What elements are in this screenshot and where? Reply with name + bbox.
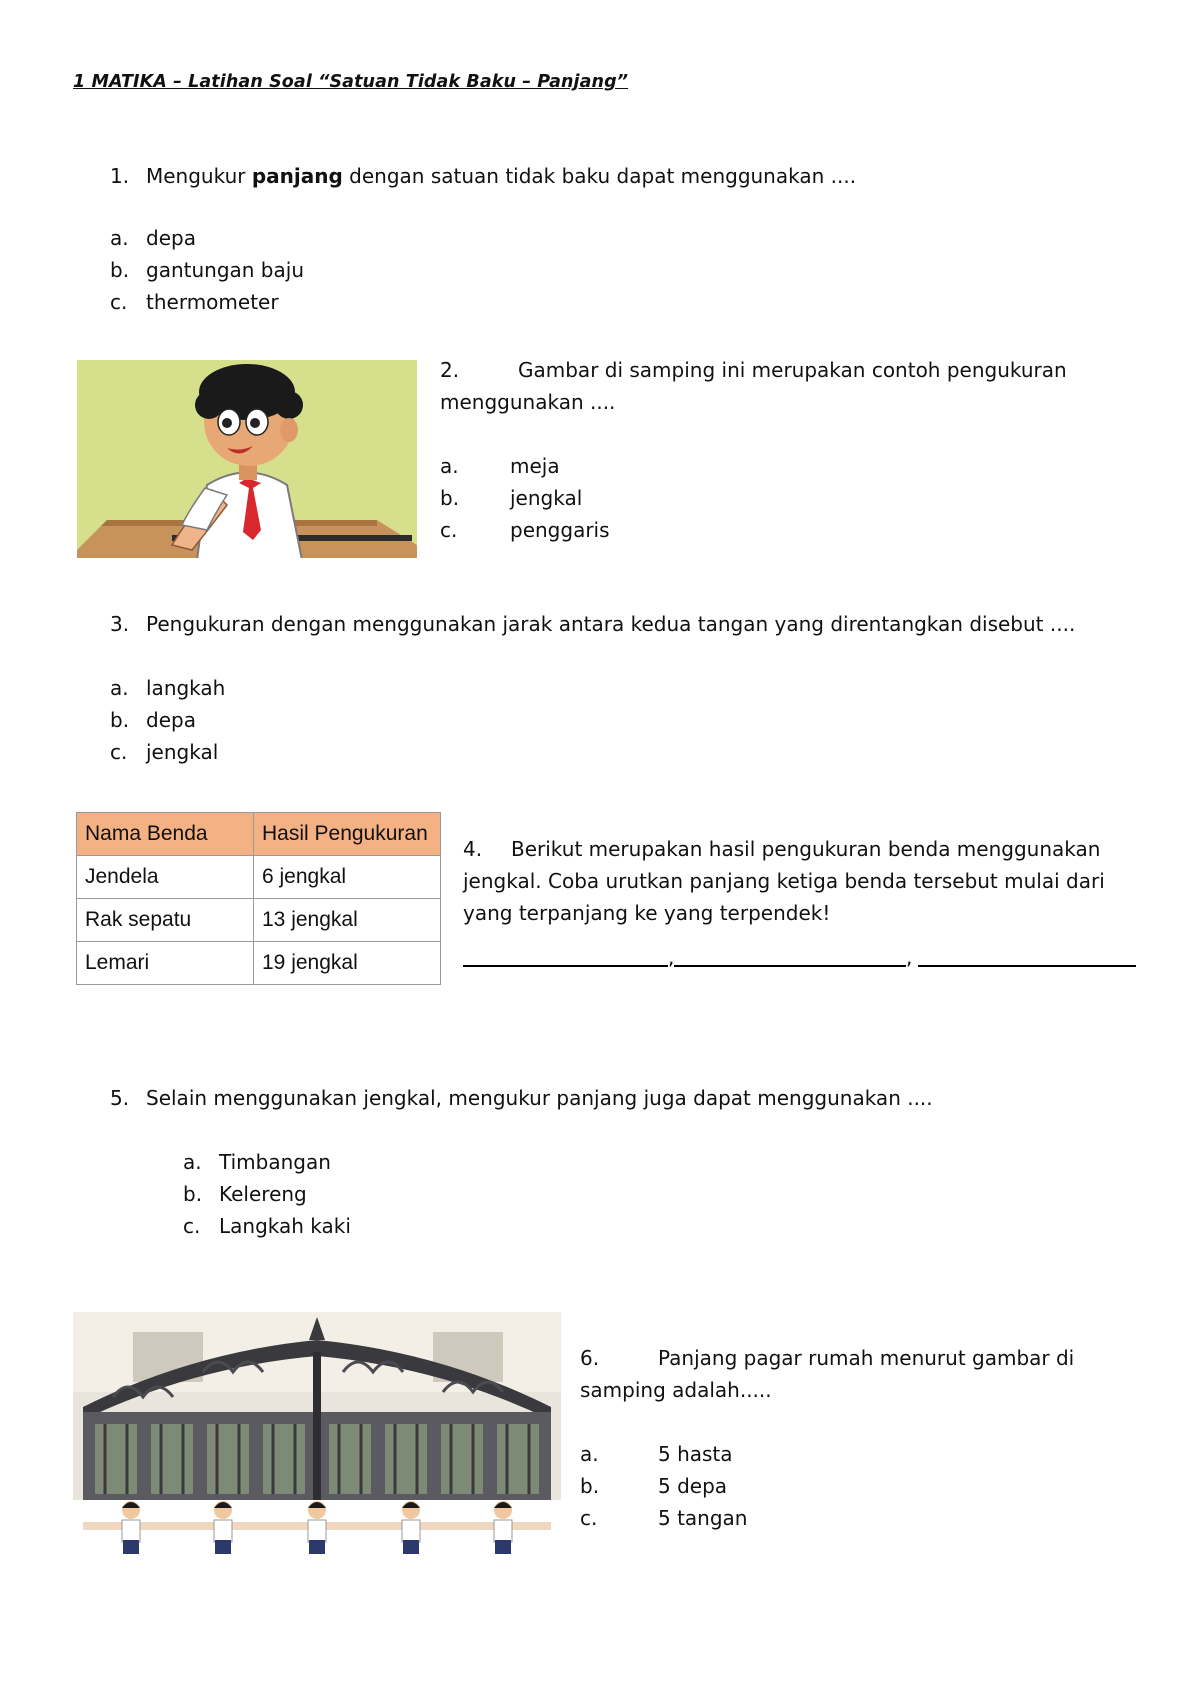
- table-cell: Lemari: [77, 942, 254, 985]
- table-row: [77, 899, 441, 942]
- option-letter: c.: [440, 518, 458, 542]
- page-title: 1 MATIKA – Latihan Soal “Satuan Tidak Baku – Panjang”: [73, 72, 629, 92]
- question-4-text-line3: yang terpanjang ke yang terpendek!: [463, 901, 831, 925]
- option-text: jengkal: [510, 486, 583, 510]
- option-text: Timbangan: [219, 1150, 331, 1174]
- table-header: Hasil Pengukuran: [254, 813, 441, 856]
- option-letter: c.: [183, 1214, 201, 1238]
- table-header-row: [77, 813, 441, 856]
- option-text: meja: [510, 454, 560, 478]
- option-letter: b.: [110, 708, 130, 732]
- question-4-number: 4.: [463, 837, 483, 861]
- table-cell: 19 jengkal: [254, 942, 441, 985]
- question-5-text: Selain menggunakan jengkal, mengukur panjang juga dapat menggunakan ....: [146, 1086, 933, 1110]
- table-cell: Rak sepatu: [77, 899, 254, 942]
- option-text: 5 depa: [658, 1474, 728, 1498]
- option-text: Kelereng: [219, 1182, 307, 1206]
- question-1-number: 1.: [110, 164, 130, 188]
- measurement-table: [76, 812, 441, 985]
- option-letter: b.: [110, 258, 130, 282]
- blank-separator: ,: [906, 945, 913, 969]
- question-2: [440, 354, 1160, 418]
- question-1-text-start: Mengukur: [146, 164, 252, 188]
- question-1-bold-word: panjang: [251, 164, 343, 188]
- question-2-text-line2: menggunakan ....: [440, 390, 616, 414]
- question-1: [110, 160, 1010, 192]
- option-letter: c.: [110, 290, 128, 314]
- option-text: depa: [146, 708, 196, 732]
- option-letter: a.: [183, 1150, 202, 1174]
- table-cell: 13 jengkal: [254, 899, 441, 942]
- option-letter: b.: [580, 1474, 600, 1498]
- question-4-text-line1: Berikut merupakan hasil pengukuran benda menggunakan: [511, 837, 1101, 861]
- question-5: [110, 1082, 1110, 1114]
- option-text: thermometer: [146, 290, 279, 314]
- table-cell: Jendela: [77, 856, 254, 899]
- option-letter: a.: [110, 226, 129, 250]
- question-3: [110, 608, 1110, 640]
- option-letter: b.: [440, 486, 460, 510]
- question-2-number: 2.: [440, 358, 460, 382]
- answer-blank-1[interactable]: [463, 965, 668, 967]
- question-4-text-line2: jengkal. Coba urutkan panjang ketiga benda tersebut mulai dari: [463, 869, 1105, 893]
- option-text: penggaris: [510, 518, 610, 542]
- question-1-text: [146, 160, 856, 192]
- answer-blank-3[interactable]: [918, 965, 1136, 967]
- question-6: [580, 1342, 1180, 1406]
- boy-measuring-illustration: [77, 360, 417, 558]
- question-6-text-line1: Panjang pagar rumah menurut gambar di: [658, 1346, 1075, 1370]
- option-text: langkah: [146, 676, 226, 700]
- answer-blank-2[interactable]: [674, 965, 906, 967]
- option-text: Langkah kaki: [219, 1214, 351, 1238]
- question-2-text-line1: Gambar di samping ini merupakan contoh pengukuran: [518, 358, 1067, 382]
- table-row: [77, 856, 441, 899]
- table-header: Nama Benda: [77, 813, 254, 856]
- option-text: 5 hasta: [658, 1442, 733, 1466]
- gate-illustration: [73, 1312, 561, 1554]
- option-text: depa: [146, 226, 196, 250]
- option-text: 5 tangan: [658, 1506, 748, 1530]
- option-letter: c.: [580, 1506, 598, 1530]
- option-letter: a.: [580, 1442, 599, 1466]
- table-cell: 6 jengkal: [254, 856, 441, 899]
- question-3-text: Pengukuran dengan menggunakan jarak antara kedua tangan yang direntangkan disebut ....: [146, 612, 1076, 636]
- question-4: [463, 833, 1183, 929]
- option-letter: b.: [183, 1182, 203, 1206]
- question-6-text-line2: samping adalah.....: [580, 1378, 772, 1402]
- question-3-number: 3.: [110, 612, 130, 636]
- question-1-text-end: dengan satuan tidak baku dapat menggunakan ....: [342, 164, 857, 188]
- option-letter: a.: [440, 454, 459, 478]
- option-text: jengkal: [146, 740, 219, 764]
- option-text: gantungan baju: [146, 258, 304, 282]
- option-letter: a.: [110, 676, 129, 700]
- question-6-number: 6.: [580, 1346, 600, 1370]
- blank-separator: ,: [668, 945, 675, 969]
- table-row: [77, 942, 441, 985]
- question-5-number: 5.: [110, 1086, 130, 1110]
- option-letter: c.: [110, 740, 128, 764]
